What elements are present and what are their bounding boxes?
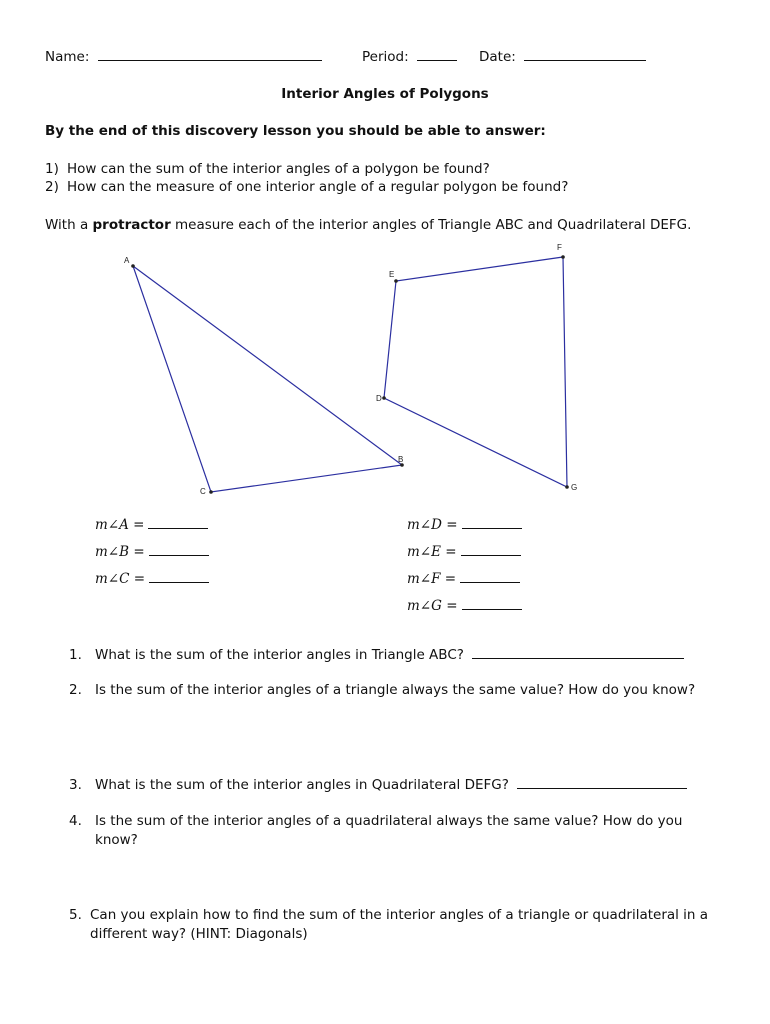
- period-field: [362, 47, 457, 66]
- angle-a-label: m∠A =: [95, 517, 145, 533]
- question-number: 2.: [69, 682, 82, 698]
- objective-number: 2): [45, 179, 59, 195]
- vertex-c: [209, 490, 213, 494]
- triangle-abc: [133, 266, 402, 492]
- instruction-pre: With a: [45, 217, 93, 233]
- instruction-post: measure each of the interior angles of Triangle ABC and Quadrilateral DEFG.: [170, 217, 692, 233]
- question-4-continued: know?: [95, 832, 138, 848]
- question-2: [69, 681, 695, 699]
- angle-c-row: [95, 570, 209, 588]
- date-label: Date:: [479, 49, 516, 65]
- objective-text: How can the sum of the interior angles of a polygon be found?: [67, 161, 490, 177]
- label-f: F: [557, 243, 562, 252]
- question-text: Is the sum of the interior angles of a quadrilateral always the same value? How do you: [95, 813, 683, 829]
- vertex-a: [131, 264, 135, 268]
- name-label: Name:: [45, 49, 90, 65]
- date-blank[interactable]: [524, 47, 646, 61]
- question-3-blank[interactable]: [517, 775, 687, 789]
- question-1-blank[interactable]: [472, 645, 684, 659]
- quadrilateral-defg: [384, 257, 567, 487]
- angle-e-row: [407, 543, 521, 561]
- label-e: E: [389, 270, 395, 279]
- question-1: [69, 645, 684, 664]
- question-number: 5.: [69, 907, 82, 923]
- question-5-continued: different way? (HINT: Diagonals): [90, 926, 308, 942]
- vertex-e: [394, 279, 398, 283]
- question-text: What is the sum of the interior angles in Quadrilateral DEFG?: [95, 777, 509, 793]
- label-a: A: [124, 256, 130, 265]
- angle-g-label: m∠G =: [407, 598, 458, 614]
- angle-f-blank[interactable]: [460, 570, 520, 583]
- question-5: [69, 906, 708, 924]
- angle-b-blank[interactable]: [149, 543, 209, 556]
- angle-a-blank[interactable]: [148, 516, 208, 529]
- objective-heading: By the end of this discovery lesson you should be able to answer:: [45, 123, 546, 139]
- question-text: What is the sum of the interior angles in Triangle ABC?: [95, 647, 464, 663]
- question-number: 4.: [69, 813, 82, 829]
- period-blank[interactable]: [417, 47, 457, 61]
- vertex-f: [561, 255, 565, 259]
- label-d: D: [376, 394, 382, 403]
- date-field: [479, 47, 646, 66]
- angle-e-blank[interactable]: [461, 543, 521, 556]
- instruction: [45, 216, 691, 234]
- objective-number: 1): [45, 161, 59, 177]
- angle-b-label: m∠B =: [95, 544, 145, 560]
- page-title: Interior Angles of Polygons: [281, 86, 489, 102]
- angle-g-row: [407, 597, 522, 615]
- angle-a-row: [95, 516, 208, 534]
- objective-text: How can the measure of one interior angle of a regular polygon be found?: [67, 179, 569, 195]
- vertex-g: [565, 485, 569, 489]
- question-text: Is the sum of the interior angles of a triangle always the same value? How do you know?: [95, 682, 696, 698]
- label-c: C: [200, 487, 206, 496]
- angle-f-label: m∠F =: [407, 571, 457, 587]
- question-number: 3.: [69, 777, 82, 793]
- angle-d-label: m∠D =: [407, 517, 458, 533]
- angle-c-blank[interactable]: [149, 570, 209, 583]
- question-3: [69, 775, 687, 794]
- angle-b-row: [95, 543, 209, 561]
- angle-d-row: [407, 516, 522, 534]
- angle-f-row: [407, 570, 520, 588]
- name-blank[interactable]: [98, 47, 322, 61]
- label-g: G: [571, 483, 578, 492]
- polygons-figure: [0, 240, 770, 500]
- vertex-d: [382, 396, 386, 400]
- angle-c-label: m∠C =: [95, 571, 146, 587]
- label-b: B: [398, 455, 404, 464]
- objective-item: [45, 178, 568, 196]
- objective-item: [45, 160, 490, 178]
- question-number: 1.: [69, 647, 82, 663]
- angle-d-blank[interactable]: [462, 516, 522, 529]
- period-label: Period:: [362, 49, 409, 65]
- question-text: Can you explain how to find the sum of the interior angles of a triangle or quadrilateral in a: [90, 907, 709, 923]
- question-4: [69, 812, 682, 830]
- angle-g-blank[interactable]: [462, 597, 522, 610]
- angle-e-label: m∠E =: [407, 544, 457, 560]
- name-field: [45, 47, 322, 66]
- instruction-bold: protractor: [92, 217, 171, 233]
